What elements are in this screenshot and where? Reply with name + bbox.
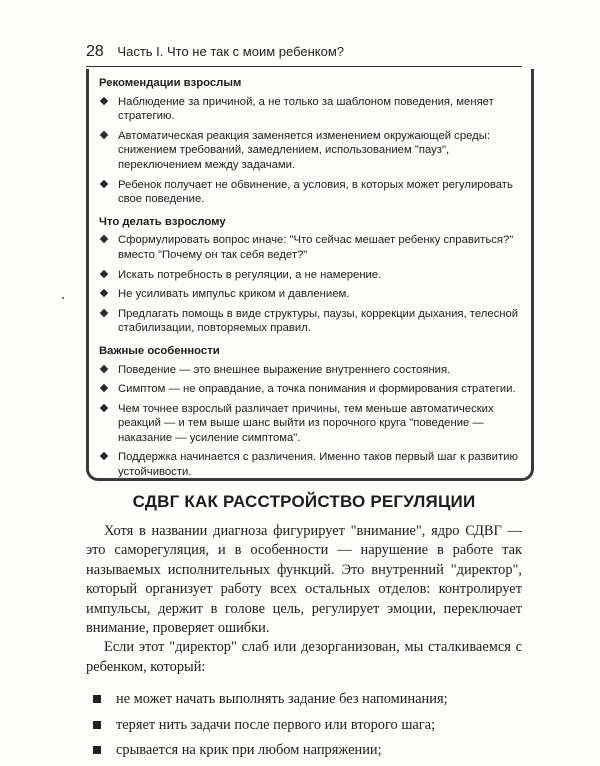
paragraph: Хотя в названии диагноза фигурирует "внимание", ядро СДВГ — это саморегуляция, и в особенности — нарушение в работе так называемых исполнительных функций. Это внутренний "директор", который организует работу всех остальных отделов: контролирует импульсы, держит в голове цель, регулирует эмоции, переключает внимание, проверяет ошибки. (86, 523, 522, 637)
diamond-bullet-icon (100, 384, 108, 392)
diamond-bullet-icon (100, 289, 108, 297)
running-header (86, 43, 344, 61)
list-item-text: теряет нить задачи после первого или второго шага; (116, 716, 436, 733)
list-item-text: Предлагать помощь в виде структуры, паузы, коррекции дыхания, телесной стабилизации, повторяемых правил. (118, 307, 519, 335)
features-list (99, 363, 525, 480)
list-item (99, 450, 525, 479)
list-item-text: срывается на крик при любом напряжении; (116, 742, 382, 759)
square-bullet-icon (93, 721, 101, 729)
list-item (99, 129, 525, 173)
list-item-text: Поддержка начинается с различения. Именно таков первый шаг к развитию устойчивости. (118, 451, 518, 479)
body-text (86, 522, 522, 766)
list-item-text: Симптом — не оправдание, а точка понимания и формирования стратегии. (118, 383, 516, 396)
list-item (99, 382, 525, 397)
diamond-bullet-icon (100, 403, 108, 411)
list-item (86, 741, 522, 760)
list-item (86, 716, 522, 735)
box-heading-what-to-do: Что делать взрослому (99, 215, 226, 228)
square-bullet-icon (93, 746, 101, 754)
list-item-text: Чем точнее взрослый различает причины, тем меньше автоматических реакций — и тем выше шанс выйти из порочного круга "поведение — наказание — усиление симптома". (118, 402, 494, 444)
diamond-bullet-icon (100, 308, 108, 316)
paragraph: Если этот "директор" слаб или дезорганизован, мы сталкиваемся с ребенком, который: (86, 639, 522, 675)
diamond-bullet-icon (100, 364, 108, 372)
list-item (99, 402, 525, 446)
list-item (99, 307, 525, 336)
list-item (99, 178, 525, 207)
diamond-bullet-icon (100, 96, 108, 104)
list-item-text: Искать потребность в регуляции, а не намерение. (118, 268, 382, 281)
list-item (99, 268, 525, 283)
list-item-text: Ребенок получает не обвинение, а условия, в которых может регулировать свое поведение. (118, 178, 513, 206)
list-item (86, 690, 522, 709)
list-item (99, 95, 525, 124)
list-item-text: Наблюдение за причиной, а не только за шаблоном поведения, меняет стратегию. (118, 95, 494, 123)
diamond-bullet-icon (100, 269, 108, 277)
diamond-bullet-icon (100, 131, 108, 139)
diamond-bullet-icon (100, 452, 108, 460)
list-item (99, 363, 525, 378)
recommendations-box (86, 69, 534, 481)
list-item-text: не может начать выполнять задание без напоминания; (116, 691, 448, 708)
diamond-bullet-icon (100, 235, 108, 243)
box-heading-features: Важные особенности (99, 344, 220, 357)
stray-dot (62, 297, 64, 299)
list-item-text: Сформулировать вопрос иначе: "Что сейчас мешает ребенку справиться?" вместо "Почему он так себя ведет?" (118, 234, 514, 261)
box-heading-recommendations: Рекомендации взрослым (99, 77, 242, 89)
list-item-text: Не усиливать импульс криком и давлением. (118, 288, 350, 301)
list-item-text: Поведение — это внешнее выражение внутреннего состояния. (118, 363, 451, 376)
square-bullet-icon (93, 695, 101, 703)
diamond-bullet-icon (100, 179, 108, 187)
section-title: СДВГ КАК РАССТРОЙСТВО РЕГУЛЯЦИИ (132, 492, 476, 511)
what-to-do-list (99, 233, 525, 336)
list-item-text: Автоматическая реакция заменяется изменением окружающей среды: снижением требований, замедлением, использованием "пауз", переключением между задачами. (118, 129, 490, 171)
list-item (99, 233, 525, 262)
page-number: 28 (86, 43, 104, 60)
recommendations-list (99, 95, 525, 207)
header-rule (86, 66, 522, 67)
list-item (99, 287, 525, 302)
running-title: Часть I. Что не так с моим ребенком? (117, 44, 345, 59)
